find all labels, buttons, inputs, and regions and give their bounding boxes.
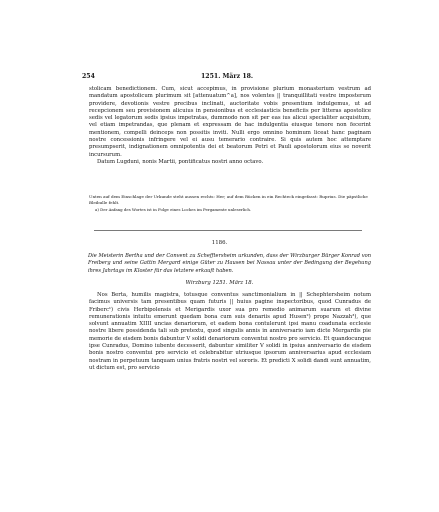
running-head: 1251. März 18. — [201, 73, 254, 80]
section-divider — [94, 230, 362, 231]
seal-note: Unten auf dem Einschlage der Urkunde steht aussen rechts: Her; auf dem Rücken in ein Rechteck eingefasst: Ruprius. Die päpstliche Bleibulle fehlt. — [89, 194, 368, 205]
page-header — [82, 73, 369, 83]
document-number: 1186. — [211, 240, 228, 246]
charter-paragraph: stolicam benedictionem. Cum, sicut accepimus, in provisione plurium monasterium vestrum ad mandatum apostolicum plurimum sit [attenuatum^a], nos volentes || tranquillitati vestre imposterum providere, devotionis vestre precibus inclinati, auctoritate vobis presentium indulgemus, ut ad recepcionem seu provisionem alicuius in pensionibus et ecclesiasticis beneficiis per litteras apostolice sedis vel legatorum sedis ipsius impetratas, dummodo non sit per eas ius alicui specialiter acquisitum, vel etiam impetrandas, que plenam et expressam de hac indulgentia eiusque tenore non fecerint mentionem, compelli deinceps non possitis inviti. Nulli ergo omnino hominum liceat hanc paginam nostre concessionis infringere vel ei ausu temerario contraire. Si quis autem hoc attemptare presumpserit, indignationem omnipotentis dei et beatorum Petri et Pauli apostolorum eius se noverit incursurum. — [89, 86, 371, 158]
charter-paragraph: Nos Berta, humilis magistra, totusque conventus sanctimonialium in || Schephtersheim notum facimus universis tam presentibus quam futuris || huius pagine inspectoribus, quod Cunradus de Friberc¹) civis Herbipolensis et Merigardis uxor sua pro remedio animarum suarum et divine remunerationis intuitu emerunt quedam bona cum suis denariis apud Husen²) prope Nazzah³), que solvunt annuatim XIIII uncias denariorum, et eadem bona contulerunt ipsi manu coadunata ecclesie nostre libere possidenda tali sub pretextu, quod singulis annis in anniversario iam dicte Mergardis pie memorie de eisdem bonis dabuntur V solidi denariorum conventui nostro pro servicio. Et quandocunque ipse Cunradus, Domino iubente decesserit, dabuntur similiter V solidi in ipsius anniversario de eisdem bonis nostro conventui pro servicio et celebrabitur utriusque ipsorum anniversarius apud ecclesiam nostram in perpetuum tanquam unius fratris nostri vel sororis. Et predicti X solidi dandi sunt annuatim, ut dictum est, pro servicio — [89, 292, 371, 371]
footnote: a) Der Anfang des Wortes ist in Folge eines Loches im Pergamente unleserlich. — [95, 207, 252, 212]
place-date: Wirzburg 1251. März 18. — [185, 280, 254, 286]
dating-clause: Datum Lugduni, nonis Martii, pontificatus nostri anno octavo. — [97, 158, 264, 165]
page-number: 254 — [82, 73, 95, 80]
charter-text-1186-preceding — [89, 86, 371, 166]
charter-text-1186 — [89, 292, 371, 372]
document-summary: Die Meisterin Bertha und der Convent zu Schefftersheim urkunden, dass der Wirzburger Bürger Konrad von Freiberg und seine Gattin Mergard einige Güter zu Hausen bei Nassau unter der Bedingung der Begehung ihres Jahrtags im Kloster für das letztere erkauft haben. — [88, 253, 371, 274]
